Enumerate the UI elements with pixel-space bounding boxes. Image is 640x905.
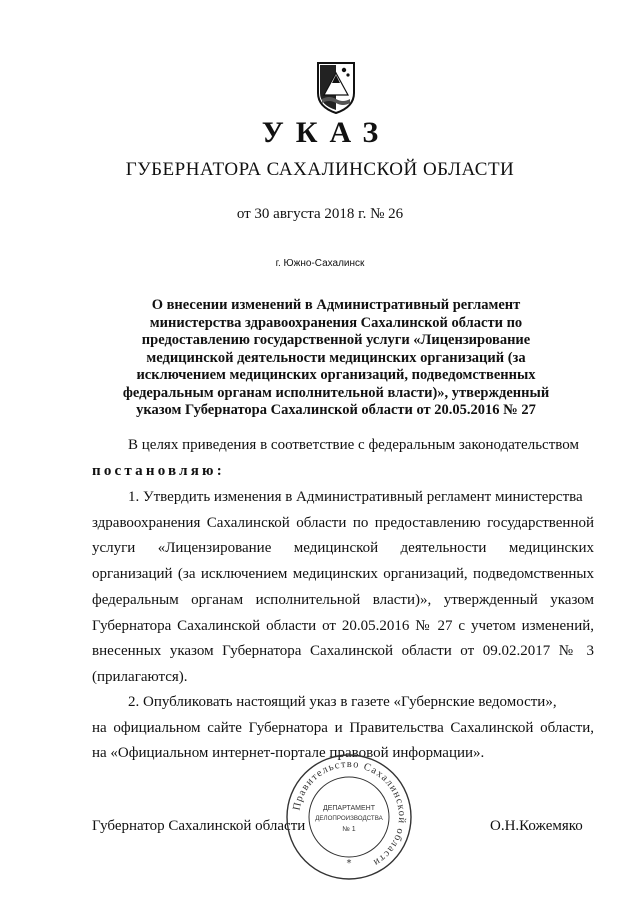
item-1-line: (прилагаются). <box>92 668 188 685</box>
heading-line: исключением медицинских организаций, подведомственных <box>136 367 536 383</box>
item-2-line: 2. Опубликовать настоящий указ в газете «Губернские ведомости», <box>128 694 557 710</box>
decree-word: постановляю: <box>92 462 225 479</box>
document-title: УКАЗ <box>261 116 391 149</box>
stamp-star: * <box>346 858 352 869</box>
signatory-name: О.Н.Кожемяко <box>490 818 583 834</box>
decree-heading <box>120 297 552 420</box>
decree-date-number: от 30 августа 2018 г. № 26 <box>236 206 404 222</box>
stamp-line: ДЕЛОПРОИЗВОДСТВА <box>315 815 383 822</box>
city-name: г. Южно-Сахалинск <box>275 258 365 269</box>
item-1-line: Губернатора Сахалинской области от 20.05.2016 № 27 с учетом изменений, <box>92 617 594 634</box>
intro-line: В целях приведения в соответствие с федеральным законодательством <box>128 437 579 453</box>
item-2-line: на официальном сайте Губернатора и Правительства Сахалинской области, <box>92 719 594 736</box>
heading-line: медицинской деятельности медицинских организаций (за <box>146 349 526 366</box>
heading-line: указом Губернатора Сахалинской области от 20.05.2016 № 27 <box>136 402 536 418</box>
item-2-line: на «Официальном интернет-портале правовой информации». <box>92 745 485 762</box>
item-1-line: организаций (за исключением медицинских организаций, подведомственных <box>92 566 594 583</box>
heading-line: федеральным органам исполнительной власти)», утвержденный <box>122 384 550 401</box>
item-1-line: федеральным органам исполнительной власти)», утвержденный указом <box>92 591 594 608</box>
heading-line: О внесении изменений в Административный регламент <box>151 297 521 313</box>
item-1-line: услуги «Лицензирование медицинской деятельности медицинских <box>92 540 594 557</box>
heading-line: министерства здравоохранения Сахалинской области по <box>149 314 523 331</box>
heading-line: предоставлению государственной услуги «Лицензирование <box>141 332 531 348</box>
item-1-paragraph <box>92 485 594 691</box>
document-subtitle: ГУБЕРНАТОРА САХАЛИНСКОЙ ОБЛАСТИ <box>125 159 515 180</box>
signatory-role: Губернатор Сахалинской области <box>92 818 306 834</box>
intro-paragraph <box>92 433 594 484</box>
item-1-line: 1. Утвердить изменения в Административный регламент министерства <box>128 489 583 505</box>
stamp-ring-text: Правительство Сахалинской области <box>291 758 408 869</box>
item-1-line: здравоохранения Сахалинской области по предоставлению государственной <box>92 514 594 531</box>
sakhalin-coat-of-arms-icon <box>314 59 358 115</box>
official-stamp <box>284 752 414 882</box>
stamp-line: ДЕПАРТАМЕНТ <box>322 805 376 812</box>
stamp-line: № 1 <box>342 826 356 833</box>
item-1-line: внесенных указом Губернатора Сахалинской области от 09.02.2017 № 3 <box>92 643 594 660</box>
